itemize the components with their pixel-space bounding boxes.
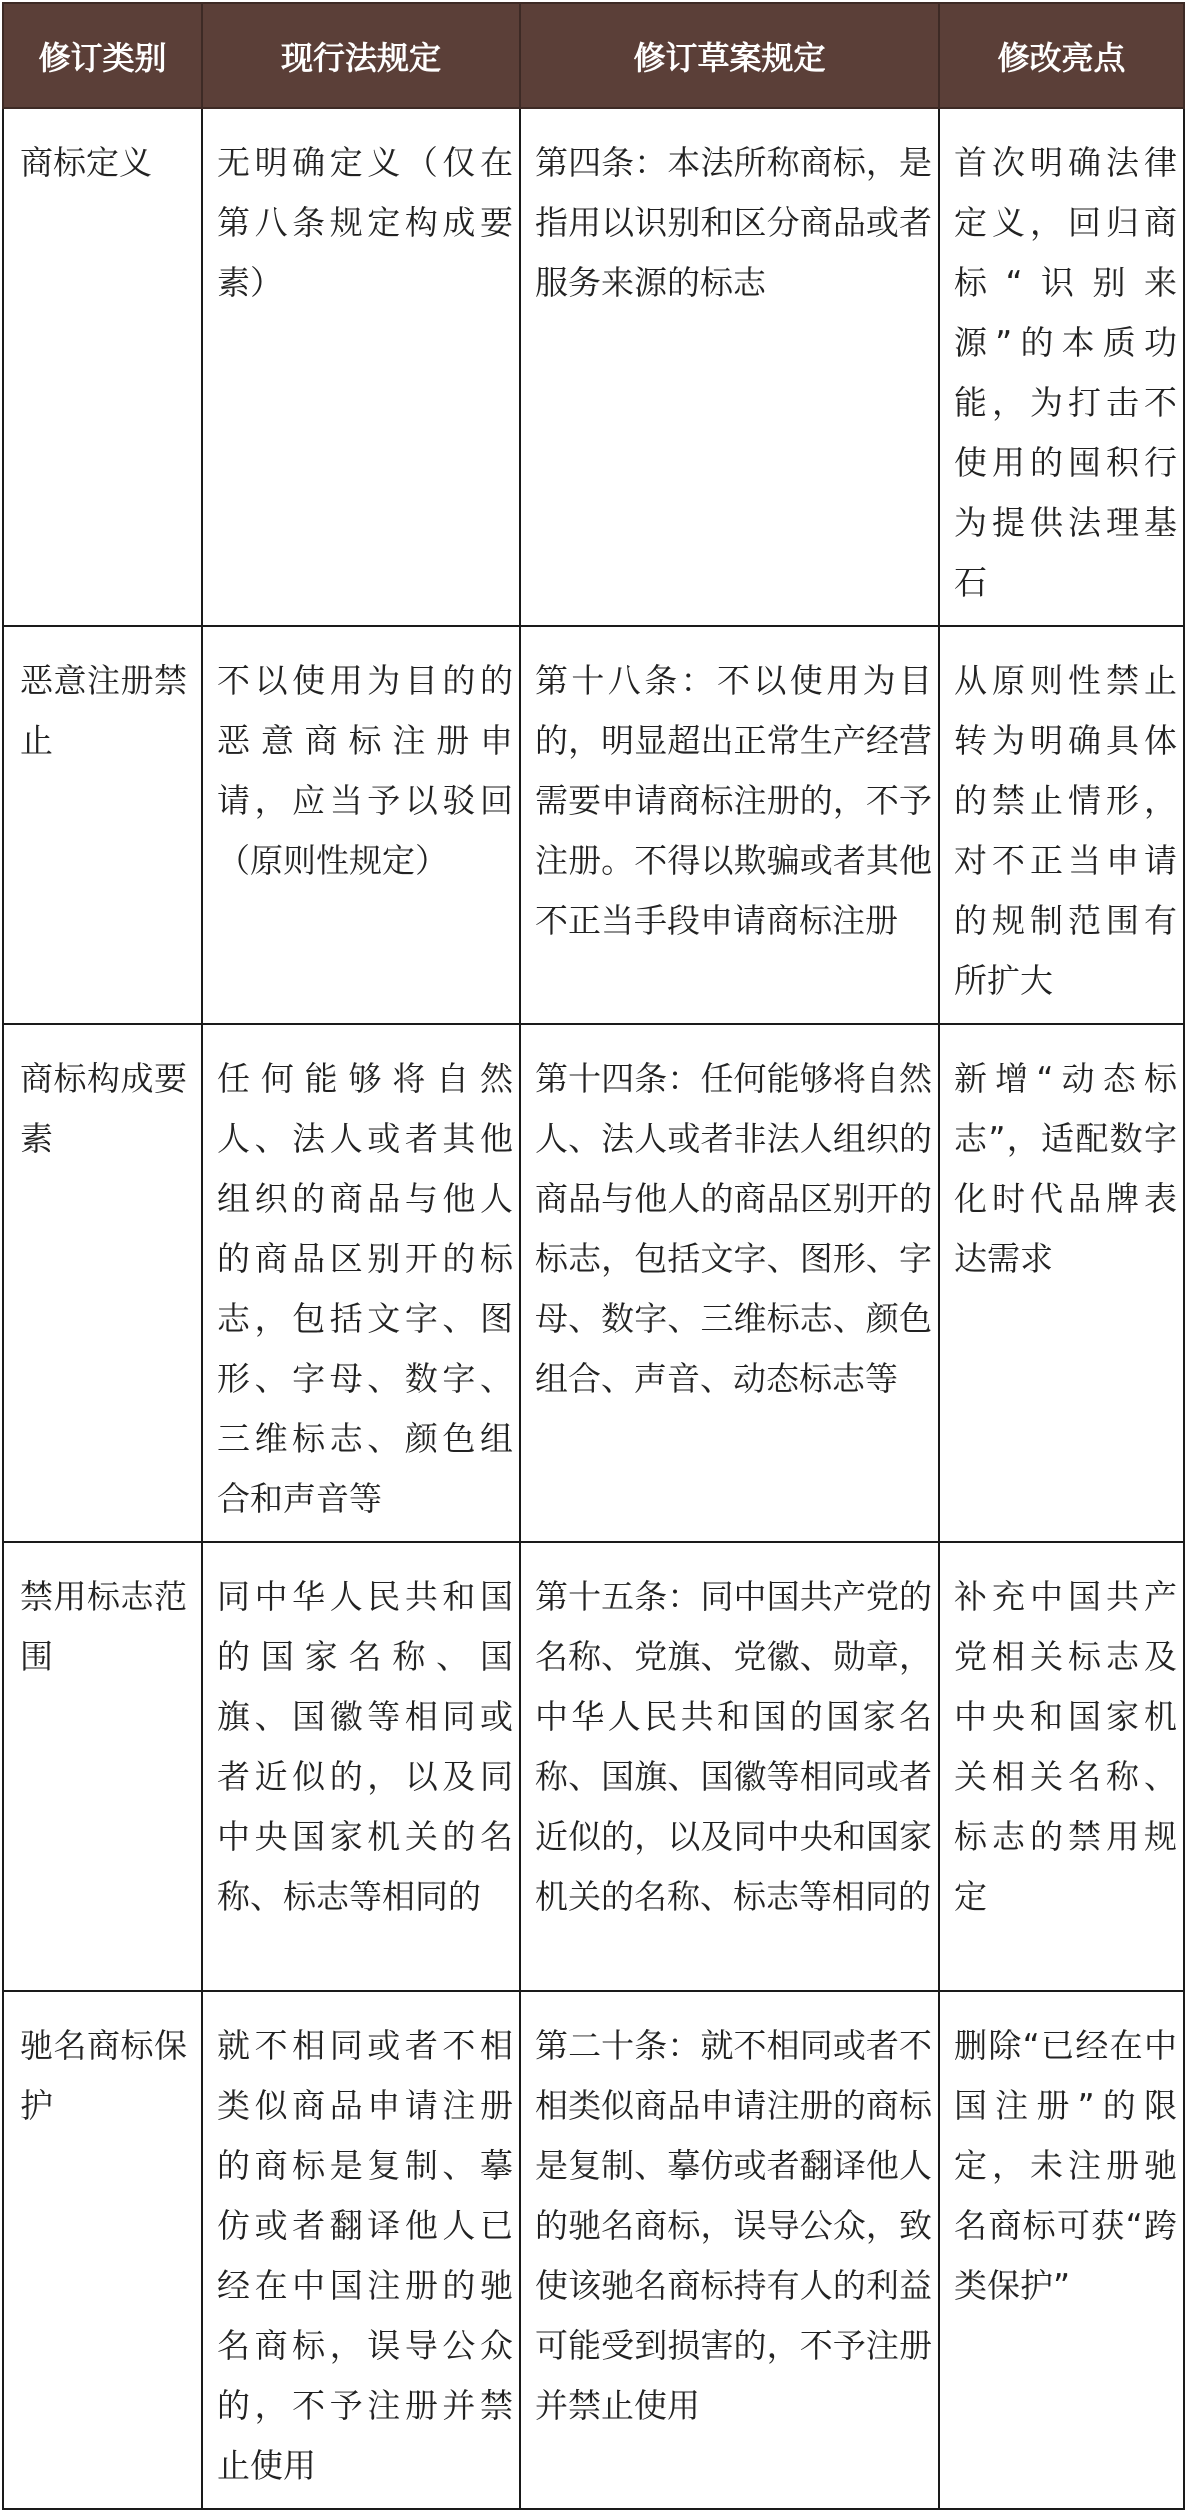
row-current-law: 就不相同或者不相类似商品申请注册的商标是复制、摹仿或者翻译他人已经在中国注册的驰名商标，误导公众的，不予注册并禁止使用 [202,1991,520,2509]
row-current-law: 同中华人民共和国的国家名称、国旗、国徽等相同或者近似的，以及同中央国家机关的名称、标志等相同的 [202,1542,520,1991]
table-header-row [3,3,1184,108]
table-row [3,108,1184,626]
row-highlight: 删除“已经在中国注册”的限定，未注册驰名商标可获“跨类保护” [939,1991,1184,2509]
header-current-law: 现行法规定 [202,3,520,108]
row-draft-law: 第四条：本法所称商标，是指用以识别和区分商品或者服务来源的标志 [520,108,939,626]
row-highlight: 新增“动态标志”，适配数字化时代品牌表达需求 [939,1024,1184,1542]
row-draft-law: 第二十条：就不相同或者不相类似商品申请注册的商标是复制、摹仿或者翻译他人的驰名商标，误导公众，致使该驰名商标持有人的利益可能受到损害的，不予注册并禁止使用 [520,1991,939,2509]
table-row [3,1991,1184,2509]
header-draft-law: 修订草案规定 [520,3,939,108]
row-draft-law: 第十五条：同中国共产党的名称、党旗、党徽、勋章，中华人民共和国的国家名称、国旗、国徽等相同或者近似的，以及同中央和国家机关的名称、标志等相同的 [520,1542,939,1991]
row-category: 驰名商标保护 [3,1991,202,2509]
row-category: 禁用标志范围 [3,1542,202,1991]
header-highlight: 修改亮点 [939,3,1184,108]
table-row [3,1542,1184,1991]
row-current-law: 任何能够将自然人、法人或者其他组织的商品与他人的商品区别开的标志，包括文字、图形、字母、数字、三维标志、颜色组合和声音等 [202,1024,520,1542]
row-draft-law: 第十四条：任何能够将自然人、法人或者非法人组织的商品与他人的商品区别开的标志，包括文字、图形、字母、数字、三维标志、颜色组合、声音、动态标志等 [520,1024,939,1542]
trademark-revision-table [2,2,1185,2510]
row-current-law: 不以使用为目的的恶意商标注册申请，应当予以驳回（原则性规定） [202,626,520,1024]
header-category: 修订类别 [3,3,202,108]
row-current-law: 无明确定义（仅在第八条规定构成要素） [202,108,520,626]
table-row [3,1024,1184,1542]
row-highlight: 首次明确法律定义，回归商标“识别来源”的本质功能，为打击不使用的囤积行为提供法理基石 [939,108,1184,626]
row-category: 商标构成要素 [3,1024,202,1542]
table-row [3,626,1184,1024]
row-category: 恶意注册禁止 [3,626,202,1024]
row-category: 商标定义 [3,108,202,626]
row-highlight: 补充中国共产党相关标志及中央和国家机关相关名称、标志的禁用规定 [939,1542,1184,1991]
row-draft-law: 第十八条：不以使用为目的，明显超出正常生产经营需要申请商标注册的，不予注册。不得以欺骗或者其他不正当手段申请商标注册 [520,626,939,1024]
row-highlight: 从原则性禁止转为明确具体的禁止情形，对不正当申请的规制范围有所扩大 [939,626,1184,1024]
